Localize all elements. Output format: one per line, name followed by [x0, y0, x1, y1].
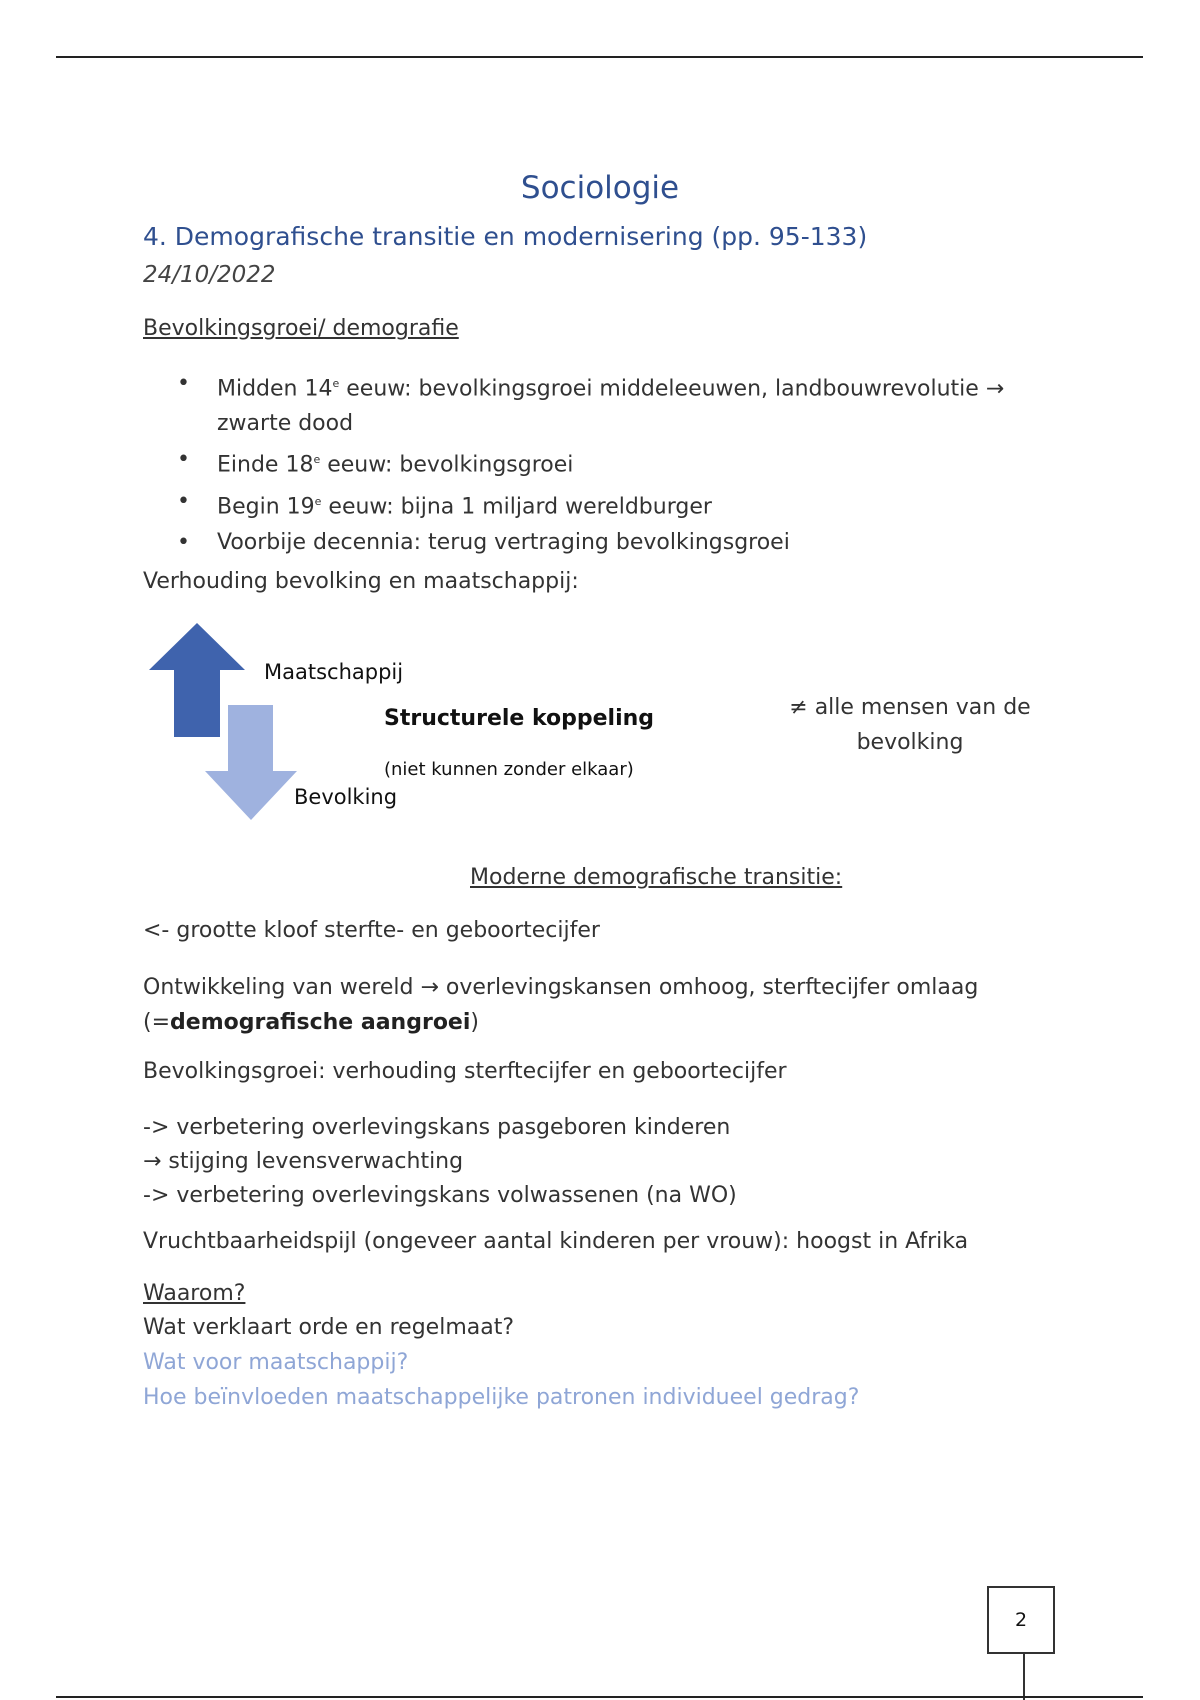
structural-coupling-diagram — [140, 615, 310, 825]
list-item: -> verbetering overlevingskans volwassenen (na WO) — [143, 1183, 737, 1208]
page-number: 2 — [987, 1586, 1055, 1654]
question-1: Wat verklaart orde en regelmaat? — [143, 1315, 515, 1340]
page-number-connector — [1023, 1654, 1025, 1700]
paragraph-ontwikkeling-line2: (=demografische aangroei) — [143, 1010, 479, 1035]
paragraph-kloof: <- grootte kloof sterfte- en geboortecijfer — [143, 918, 600, 943]
question-3: Hoe beïnvloeden maatschappelijke patronen individueel gedrag? — [143, 1385, 860, 1410]
paragraph-bevolkingsgroei: Bevolkingsgroei: verhouding sterftecijfer en geboortecijfer — [143, 1059, 787, 1084]
diagram-center-title: Structurele koppeling — [384, 706, 655, 731]
question-2: Wat voor maatschappij? — [143, 1350, 409, 1375]
diagram-label-bevolking: Bevolking — [294, 785, 398, 809]
paragraph-ontwikkeling — [143, 970, 978, 1040]
diagram-center-subtitle: (niet kunnen zonder elkaar) — [384, 759, 634, 780]
relation-label: Verhouding bevolking en maatschappij: — [143, 569, 579, 594]
date: 24/10/2022 — [143, 262, 276, 288]
paragraph-vruchtbaarheid: Vruchtbaarheidspijl (ongeveer aantal kinderen per vrouw): hoogst in Afrika — [143, 1229, 969, 1254]
improvement-list — [143, 1111, 737, 1213]
bullet-list — [175, 366, 1004, 561]
bold-term: demografische aangroei — [170, 1010, 471, 1035]
bottom-rule — [56, 1696, 1143, 1698]
page-title: Sociologie — [520, 170, 680, 206]
chapter-heading: 4. Demografische transitie en modernisering (pp. 95-133) — [143, 222, 868, 251]
top-rule — [56, 56, 1143, 58]
section-heading-waarom: Waarom? — [143, 1281, 246, 1306]
section-heading-bevolkingsgroei: Bevolkingsgroei/ demografie — [143, 316, 459, 341]
bullet-item: • Begin 19e eeuw: bijna 1 miljard wereldburger — [175, 484, 1004, 524]
bullet-item: • Voorbije decennia: terug vertraging bevolkingsgroei — [175, 525, 1004, 560]
list-item: → stijging levensverwachting — [143, 1149, 464, 1174]
diagram-note-line1: ≠ alle mensen van de — [789, 695, 1031, 720]
list-item: -> verbetering overlevingskans pasgeboren kinderen — [143, 1115, 731, 1140]
section-heading-transitie: Moderne demografische transitie: — [470, 865, 843, 890]
paragraph-ontwikkeling-line1: Ontwikkeling van wereld → overlevingskansen omhoog, sterftecijfer omlaag — [143, 975, 979, 1000]
diagram-note-line2: bevolking — [856, 730, 964, 755]
diagram-label-maatschappij: Maatschappij — [264, 660, 404, 684]
bullet-item: • Einde 18e eeuw: bevolkingsgroei — [175, 442, 1004, 482]
bullet-item: • Midden 14e eeuw: bevolkingsgroei middeleeuwen, landbouwrevolutie → zwarte dood — [175, 366, 1004, 441]
diagram-note — [760, 690, 1060, 760]
